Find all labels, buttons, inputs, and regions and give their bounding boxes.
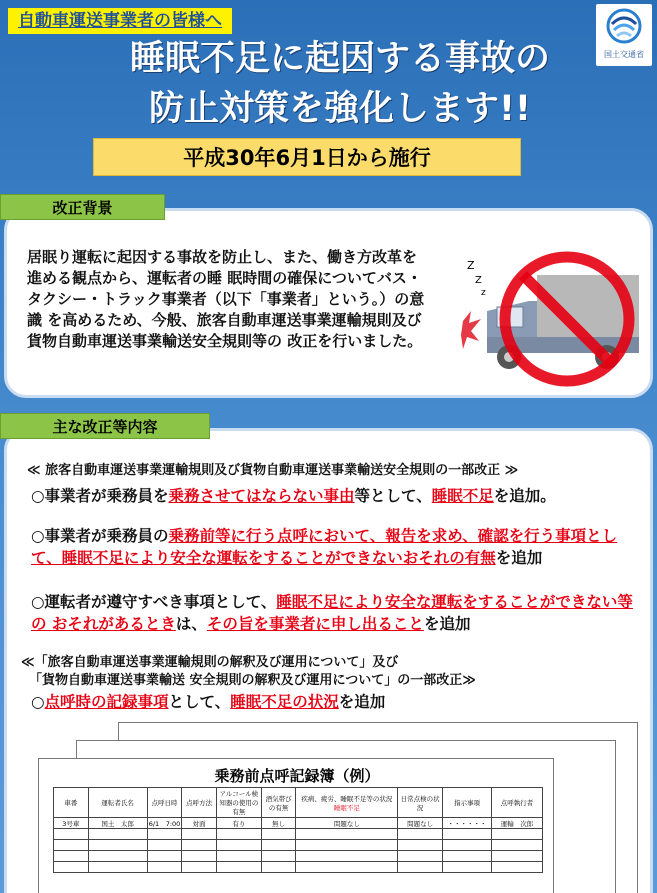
header-cell: 運転者氏名 (88, 788, 147, 818)
table-cell: ・・・・・・ (443, 818, 492, 829)
header-cell: アルコール検知器の使用の有無 (216, 788, 261, 818)
item3-text-e: を追加 (423, 615, 471, 633)
table-cell: 有り (216, 818, 261, 829)
table-cell: 6/1 7:00 (148, 819, 181, 828)
amendment-item-3 (31, 591, 646, 635)
table-row (54, 818, 543, 829)
item1-text-a: ○事業者が乗務員を (31, 487, 169, 505)
sub-heading-2b: 「貨物自動車運送事業輸送 安全規則の解釈及び運用について」の一部改正≫ (29, 673, 476, 688)
item3-text-a: ○運転者が遵守すべき事項として、 (31, 593, 277, 611)
item4-text-c: として、 (168, 693, 231, 711)
table-cell: 3号車 (54, 818, 89, 829)
zzz-3: z (481, 288, 486, 298)
header-cell: 指示事項 (443, 788, 492, 818)
background-card (4, 208, 653, 398)
item4-highlight-1: 点呼時の記録事項 (44, 693, 169, 711)
amendment-item-4 (31, 691, 646, 713)
header-cell: 点呼執行者 (491, 788, 542, 818)
item2-text-a: ○事業者が乗務員の (31, 527, 169, 545)
table-cell: 問題なし (398, 818, 443, 829)
background-section-tab: 改正背景 (0, 194, 165, 220)
record-sheet-front (38, 758, 554, 893)
item4-text-e: を追加 (338, 693, 386, 711)
background-text: 居眠り運転に起因する事故を防止し、また、働き方改革を進める観点から、運転者の睡 眠時間の確保についてバス・タクシー・トラック事業者（以下「事業者」という。）の意識 を高めるため、今般、旅客自動車運送事業運輸規則及び貨物自動車運送事業輸送安全規則等の 改正を行いました。 (27, 248, 425, 350)
amendment-item-1 (31, 485, 646, 507)
item4-text-a: ○ (31, 693, 45, 711)
top-strip (0, 0, 657, 8)
record-sheet-title: 乗務前点呼記録簿（例） (214, 767, 380, 785)
table-cell: 無し (261, 818, 296, 829)
item3-highlight-1: 睡眠不足により安全な運転をすることができない等の おそれがあるとき (31, 593, 633, 633)
header-cell: 日常点検の状況 (398, 788, 443, 818)
item2-text-c: を追加 (495, 549, 543, 567)
headline-line-1: 睡眠不足に起因する事故の (129, 39, 550, 79)
sub-heading-2a: ≪「旅客自動車運送事業運輸規則の解釈及び運用について」及び (21, 655, 399, 670)
item3-text-c: は、 (175, 615, 207, 633)
no-drowsy-driving-truck-icon (457, 241, 647, 391)
roll-call-table (53, 787, 543, 873)
item4-highlight-2: 睡眠不足の状況 (230, 693, 339, 711)
main-content-section-tab: 主な改正等内容 (0, 413, 210, 439)
item1-highlight-2: 睡眠不足 (431, 487, 494, 505)
table-header-row (54, 788, 543, 818)
audience-label: 自動車運送事業者の皆様へ (8, 8, 232, 34)
item1-text-c: 等として、 (354, 487, 432, 505)
logo-text: 国土交通省 (604, 50, 644, 59)
table-row-empty (54, 829, 543, 840)
table-cell: 問題なし (296, 818, 398, 829)
header-cell: 車番 (54, 788, 89, 818)
header-cell-status (296, 788, 398, 818)
table-row-empty (54, 851, 543, 862)
status-header-text: 疾病、疲労、睡眠不足等の状況 (301, 794, 393, 803)
table-cell: 対面 (182, 818, 217, 829)
item3-highlight-2: その旨を事業者に申し出ること (206, 615, 424, 633)
status-header-highlight: 睡眠不足 (333, 803, 360, 812)
item1-text-e: を追加。 (493, 487, 556, 505)
headline-line-2: 防止対策を強化します!! (149, 89, 531, 129)
table-cell: 運輸 次郎 (491, 818, 542, 829)
header-cell: 点呼日時 (147, 788, 182, 818)
item2-highlight: 乗務前等に行う点呼において、報告を求め、確認を行う事項として、睡眠不足により安全な運転をすることができないおそれの有無 (31, 527, 618, 567)
effective-date-banner: 平成30年6月1日から施行 (93, 138, 521, 176)
sub-heading-1: ≪ 旅客自動車運送事業運輸規則及び貨物自動車運送事業輸送安全規則の一部改正 ≫ (27, 463, 519, 478)
zzz-1: Z (467, 259, 475, 272)
table-row-empty (54, 840, 543, 851)
amendment-item-2 (31, 525, 646, 569)
item1-highlight-1: 乗務させてはならない事由 (168, 487, 355, 505)
zzz-2: Z (475, 275, 482, 286)
table-cell: 国土 太郎 (88, 818, 147, 829)
table-row-empty (54, 862, 543, 873)
header-cell: 酒気帯びの有無 (261, 788, 296, 818)
header-cell: 点呼方法 (182, 788, 217, 818)
